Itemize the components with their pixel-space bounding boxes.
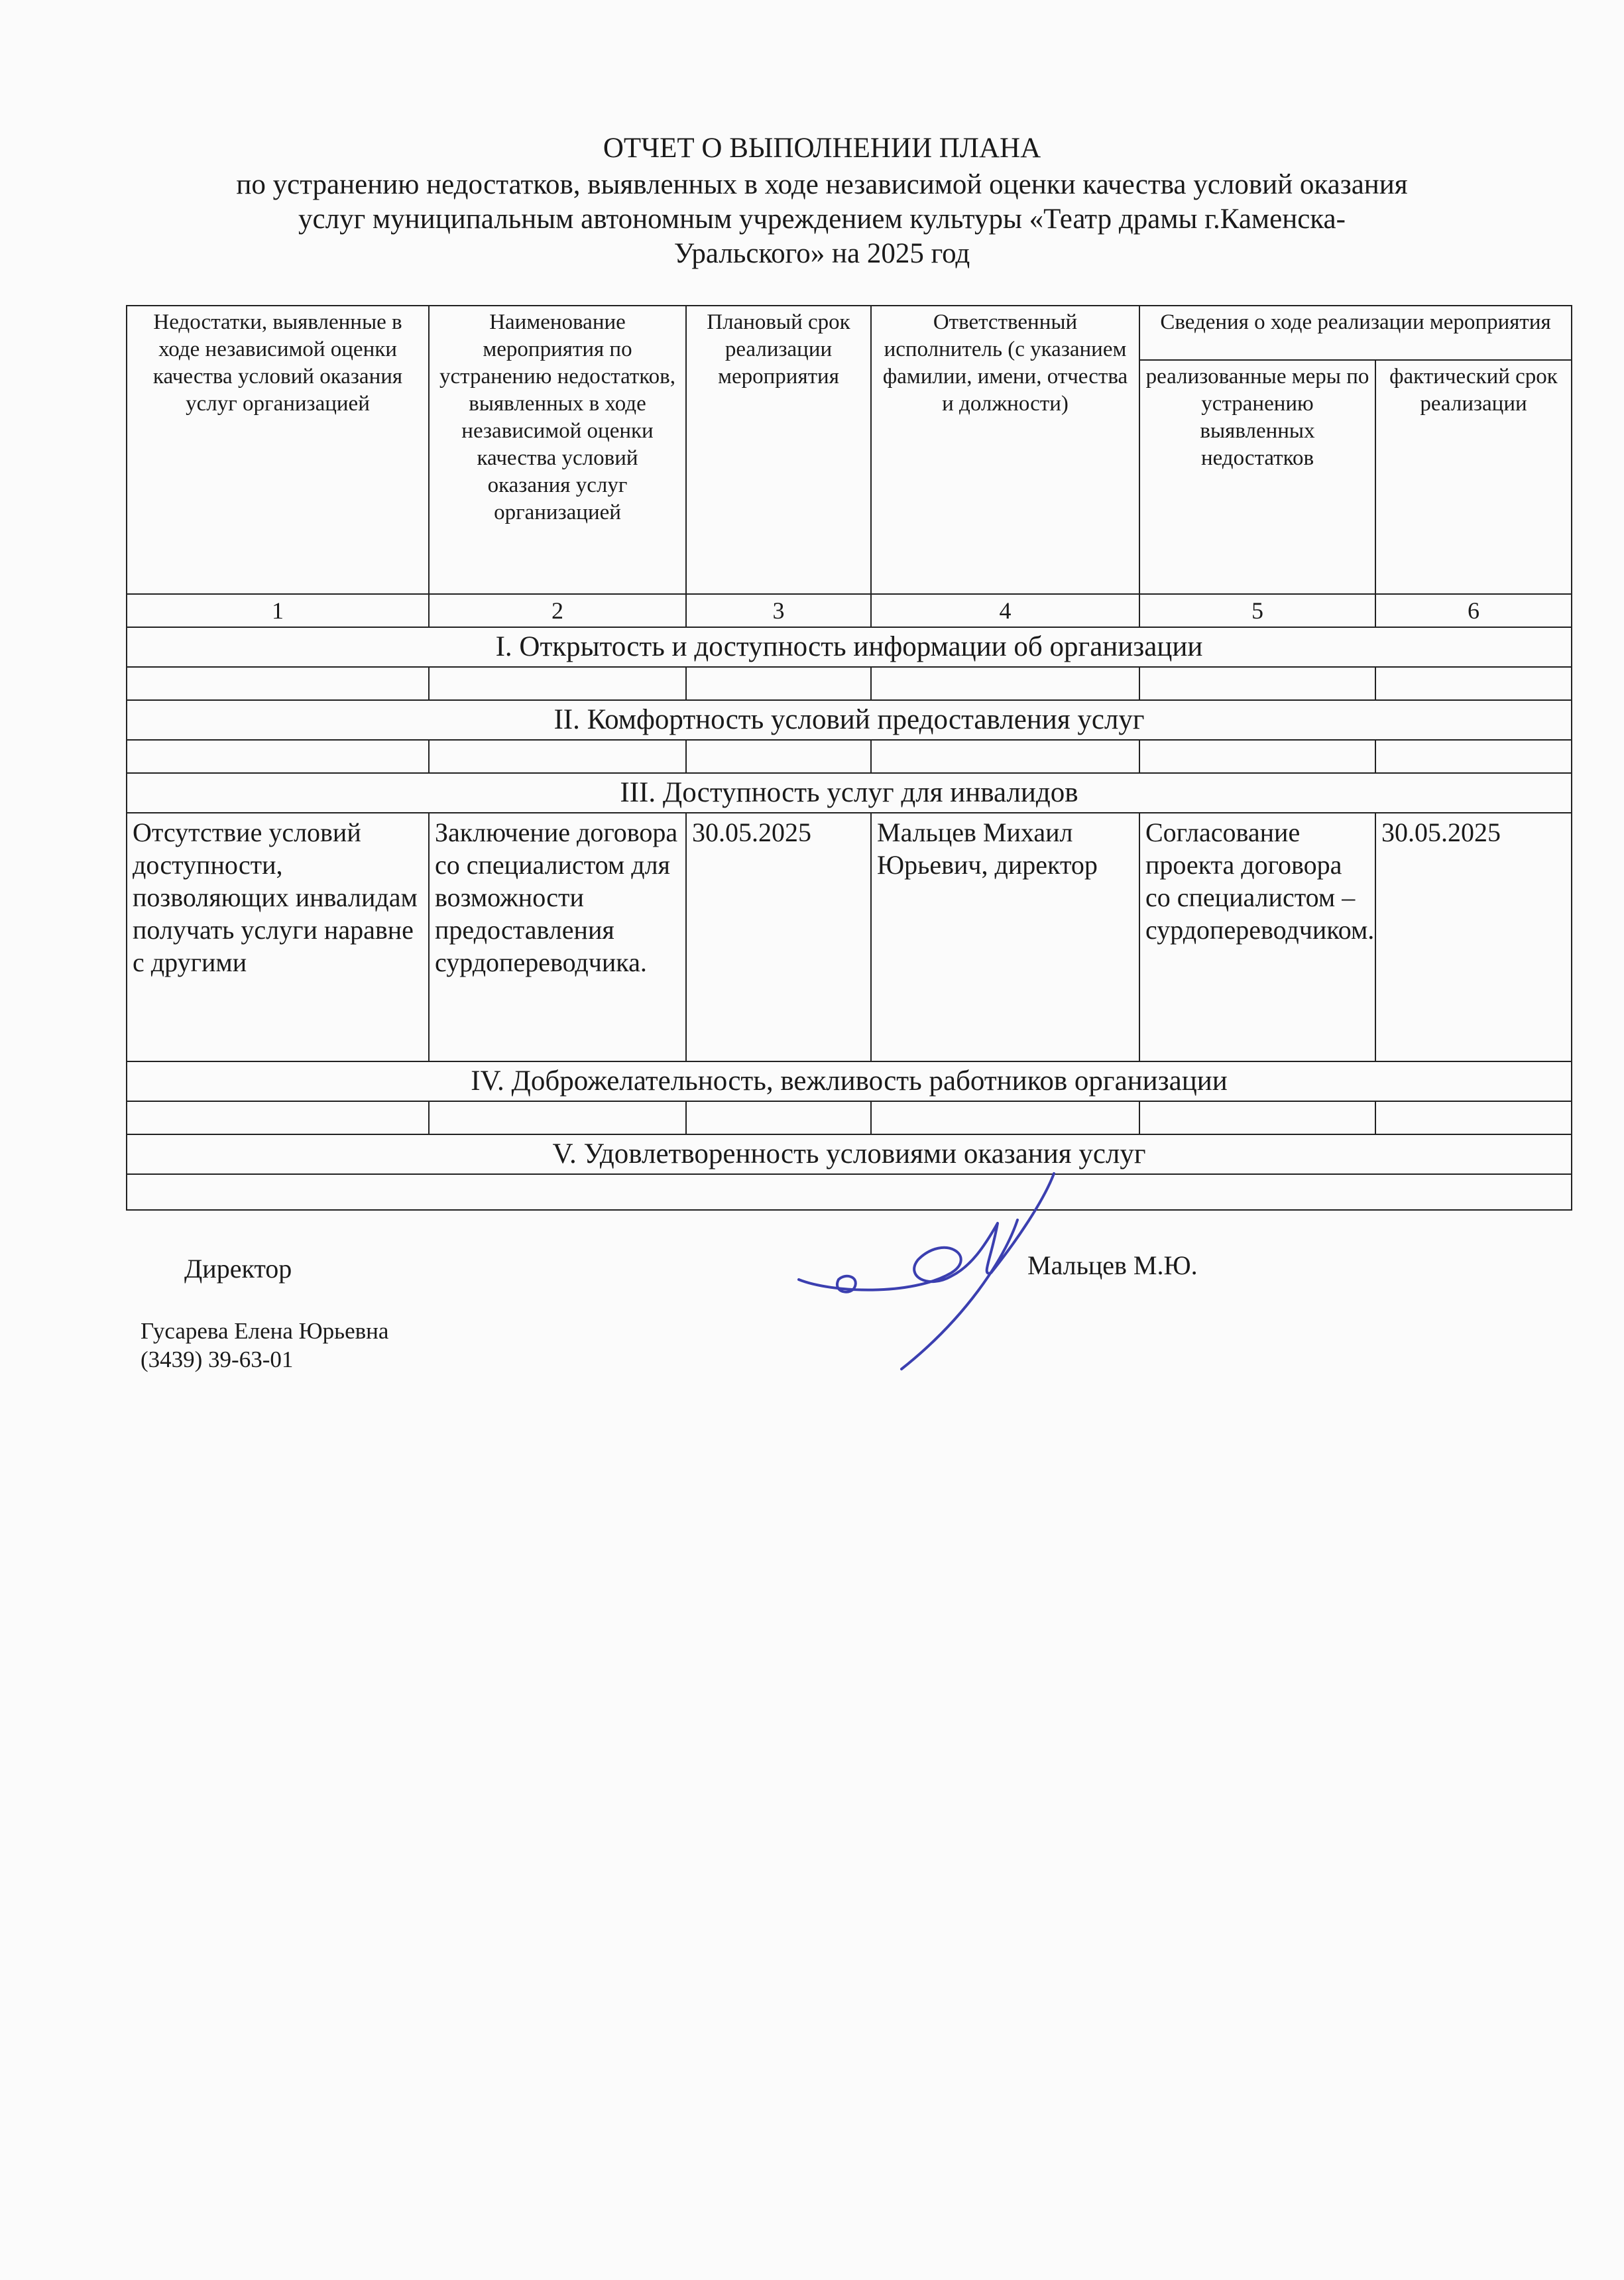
report-table bbox=[126, 305, 1572, 1211]
column-number: 3 bbox=[686, 594, 871, 627]
contact-name: Гусарева Елена Юрьевна bbox=[141, 1318, 389, 1344]
empty-row bbox=[127, 1101, 1572, 1134]
header-planned-date: Плановый срок реализации мероприятия bbox=[686, 306, 871, 594]
cell-actual-date: 30.05.2025 bbox=[1375, 813, 1572, 1061]
report-title: ОТЧЕТ О ВЫПОЛНЕНИИ ПЛАНА bbox=[603, 133, 1041, 164]
section-row bbox=[127, 1061, 1572, 1101]
cell-responsible: Мальцев Михаил Юрьевич, директор bbox=[871, 813, 1139, 1061]
empty-cell bbox=[127, 740, 429, 773]
empty-cell bbox=[127, 667, 429, 700]
column-number: 1 bbox=[127, 594, 429, 627]
empty-cell bbox=[429, 740, 686, 773]
header-measure: Наименование мероприятия по устранению недостатков, выявленных в ходе независимой оценки качества условий оказания услуг организацией bbox=[429, 306, 686, 594]
empty-cell bbox=[686, 667, 871, 700]
signer-name: Мальцев М.Ю. bbox=[1027, 1250, 1198, 1280]
empty-cell bbox=[1139, 1101, 1375, 1134]
empty-cell bbox=[1375, 1101, 1572, 1134]
report-subtitle-line-1: по устранению недостатков, выявленных в ходе независимой оценки качества условий оказания bbox=[236, 169, 1408, 200]
empty-cell bbox=[1375, 667, 1572, 700]
empty-cell bbox=[686, 740, 871, 773]
section-title-4: IV. Доброжелательность, вежливость работников организации bbox=[127, 1061, 1572, 1101]
empty-cell bbox=[429, 1101, 686, 1134]
column-number: 4 bbox=[871, 594, 1139, 627]
empty-row bbox=[127, 667, 1572, 700]
header-implemented-measures: реализованные меры по устранению выявленных недостатков bbox=[1139, 360, 1375, 594]
empty-cell bbox=[871, 740, 1139, 773]
section-title-1: I. Открытость и доступность информации об организации bbox=[127, 627, 1572, 667]
header-progress-group: Сведения о ходе реализации мероприятия bbox=[1139, 306, 1572, 360]
empty-cell bbox=[429, 667, 686, 700]
section-row bbox=[127, 627, 1572, 667]
column-number: 2 bbox=[429, 594, 686, 627]
empty-cell bbox=[871, 667, 1139, 700]
report-subtitle-line-2: услуг муниципальным автономным учреждением культуры «Театр драмы г.Каменска- bbox=[298, 204, 1346, 235]
cell-implemented: Согласование проекта договора со специалистом – сурдопереводчиком. bbox=[1139, 813, 1375, 1061]
empty-cell bbox=[127, 1101, 429, 1134]
cell-deficiency: Отсутствие условий доступности, позволяющих инвалидам получать услуги наравне с другими bbox=[127, 813, 429, 1061]
section-row bbox=[127, 700, 1572, 740]
column-numbers-row bbox=[127, 594, 1572, 627]
empty-cell bbox=[1139, 667, 1375, 700]
empty-cell bbox=[686, 1101, 871, 1134]
column-number: 5 bbox=[1139, 594, 1375, 627]
cell-planned-date: 30.05.2025 bbox=[686, 813, 871, 1061]
section-title-3: III. Доступность услуг для инвалидов bbox=[127, 773, 1572, 813]
empty-row bbox=[127, 740, 1572, 773]
section-row bbox=[127, 773, 1572, 813]
empty-cell bbox=[1139, 740, 1375, 773]
header-responsible: Ответственный исполнитель (с указанием фамилии, имени, отчества и должности) bbox=[871, 306, 1139, 594]
header-row bbox=[127, 306, 1572, 360]
contact-phone: (3439) 39-63-01 bbox=[141, 1347, 294, 1372]
column-number: 6 bbox=[1375, 594, 1572, 627]
cell-measure: Заключение договора со специалистом для возможности предоставления сурдопереводчика. bbox=[429, 813, 686, 1061]
empty-cell bbox=[1375, 740, 1572, 773]
section-title-5: V. Удовлетворенность условиями оказания услуг bbox=[127, 1134, 1572, 1174]
header-actual-date: фактический срок реализации bbox=[1375, 360, 1572, 594]
header-deficiencies: Недостатки, выявленные в ходе независимой оценки качества условий оказания услуг организацией bbox=[127, 306, 429, 594]
section-title-2: II. Комфортность условий предоставления услуг bbox=[127, 700, 1572, 740]
empty-cell bbox=[871, 1101, 1139, 1134]
report-subtitle-line-3: Уральского» на 2025 год bbox=[673, 238, 970, 269]
data-row bbox=[127, 813, 1572, 1061]
signer-position: Директор bbox=[184, 1254, 292, 1284]
